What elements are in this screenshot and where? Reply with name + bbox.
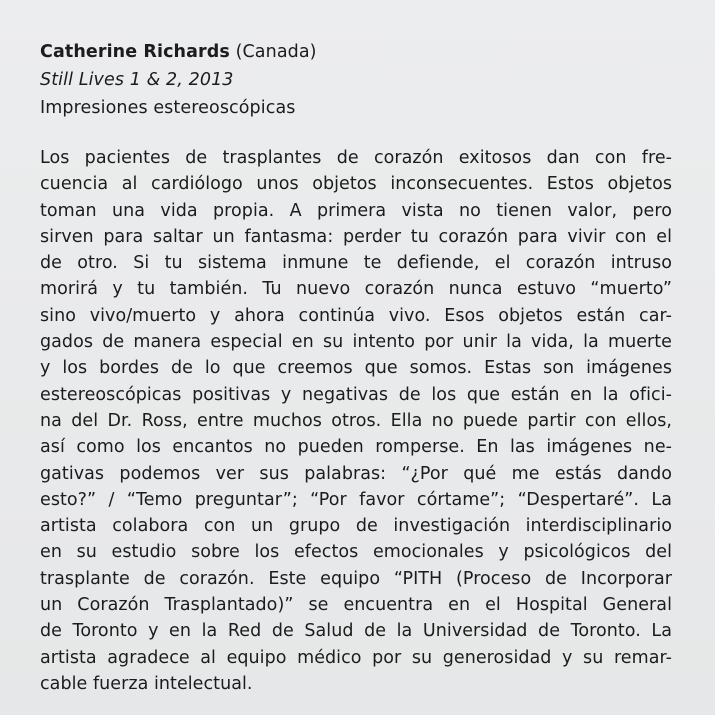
description-line: esto?” / “Temo preguntar”; “Por favor córtame”; “Despertaré”. La	[40, 489, 672, 510]
description-line: morirá y tu también. Tu nuevo corazón nunca estuvo “muerto”	[40, 279, 672, 300]
description-line: y los bordes de lo que creemos que somos. Estas son imágenes	[40, 358, 672, 379]
description-line: así como los encantos no pueden romperse. En las imágenes ne-	[40, 437, 672, 458]
description-line: de Toronto y en la Red de Salud de la Universidad de Toronto. La	[40, 621, 672, 642]
description-line: estereoscópicas positivas y negativas de los que están en la ofici-	[40, 384, 672, 405]
artwork-year: , 2013	[177, 70, 234, 90]
label-description	[40, 145, 672, 697]
description-line: un Corazón Trasplantado)” se encuentra en el Hospital General	[40, 595, 672, 616]
description-line: sirven para saltar un fantasma: perder tu corazón para vivir con el	[40, 226, 672, 247]
description-line: artista agradece al equipo médico por su generosidad y su remar-	[40, 647, 672, 668]
description-line: artista colabora con un grupo de investigación interdisciplinario	[40, 516, 672, 537]
label-header	[40, 38, 680, 122]
artwork-medium: Impresiones estereoscópicas	[40, 98, 296, 118]
description-line: cable fuerza intelectual.	[40, 673, 253, 694]
description-line: gados de manera especial en su intento por unir la vida, la muerte	[40, 332, 672, 353]
description-line: trasplante de corazón. Este equipo “PITH (Proceso de Incorporar	[40, 568, 672, 589]
artwork-title-line	[40, 66, 680, 94]
artist-line	[40, 38, 680, 66]
description-line: na del Dr. Ross, entre muchos otros. Ella no puede partir con ellos,	[40, 410, 672, 431]
description-line: sino vivo/muerto y ahora continúa vivo. Esos objetos están car-	[40, 305, 672, 326]
description-line: toman una vida propia. A primera vista no tienen valor, pero	[40, 200, 672, 221]
description-line: de otro. Si tu sistema inmune te defiende, el corazón intruso	[40, 253, 672, 274]
artwork-title: Still Lives 1 & 2	[40, 70, 178, 90]
artist-country: (Canada)	[235, 42, 317, 62]
description-line: cuencia al cardiólogo unos objetos inconsecuentes. Estos objetos	[40, 174, 672, 195]
artist-name: Catherine Richards	[40, 42, 230, 62]
description-line: gativas podemos ver sus palabras: “¿Por qué me estás dando	[40, 463, 672, 484]
description-line: en su estudio sobre los efectos emocionales y psicológicos del	[40, 542, 672, 563]
description-line: Los pacientes de trasplantes de corazón exitosos dan con fre-	[40, 148, 672, 168]
